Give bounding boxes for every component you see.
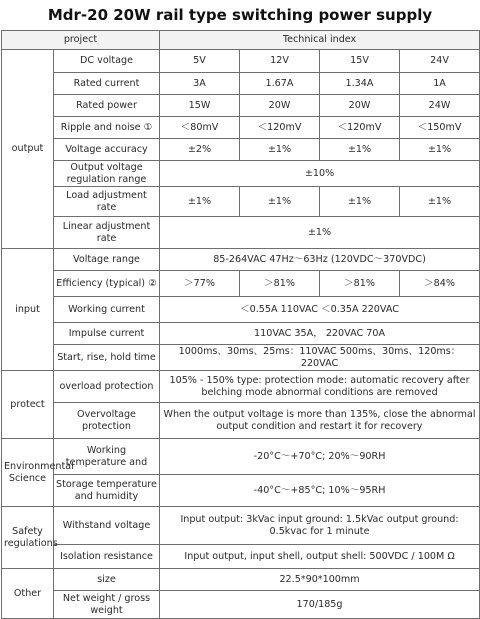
- cell-value: ＞81%: [320, 271, 400, 297]
- cell-value: ＞77%: [160, 271, 240, 297]
- cell-value: ＜120mV: [240, 117, 320, 139]
- row-label-efficiency: Efficiency (typical) ②: [54, 271, 160, 297]
- table-row: [2, 507, 480, 545]
- cell-value: ±10%: [160, 161, 480, 187]
- header-technical-index: Technical index: [160, 31, 480, 50]
- cell-value: 20W: [240, 95, 320, 117]
- table-row: [2, 73, 480, 95]
- cell-value: -20°C～+70°C; 20%～90RH: [160, 439, 480, 475]
- row-label-storage-temp: Storage temperature and humidity: [54, 475, 160, 507]
- cell-value: 1.67A: [240, 73, 320, 95]
- row-label-voltage-accuracy: Voltage accuracy: [54, 139, 160, 161]
- row-label-impulse-current: Impulse current: [54, 323, 160, 345]
- cell-value: Input output: 3kVac input ground: 1.5kVac output ground: 0.5kvac for 1 minute: [160, 507, 480, 545]
- cell-value: 22.5*90*100mm: [160, 569, 480, 591]
- row-label-overvoltage: Overvoltage protection: [54, 403, 160, 439]
- cell-value: ±1%: [320, 187, 400, 217]
- cell-value: 5V: [160, 50, 240, 73]
- row-label-regulation-range: Output voltage regulation range: [54, 161, 160, 187]
- cell-value: ＞84%: [400, 271, 480, 297]
- row-label-working-temp: Working temperature and: [54, 439, 160, 475]
- cell-value: 110VAC 35A， 220VAC 70A: [160, 323, 480, 345]
- row-label-rated-current: Rated current: [54, 73, 160, 95]
- cell-value: 1.34A: [320, 73, 400, 95]
- cell-value: 3A: [160, 73, 240, 95]
- cell-value: ±1%: [160, 217, 480, 249]
- cell-value: ±2%: [160, 139, 240, 161]
- table-row: [2, 439, 480, 475]
- spec-table: [1, 30, 480, 619]
- section-input: input: [2, 249, 54, 371]
- row-label-size: size: [54, 569, 160, 591]
- cell-value: ＜0.55A 110VAC ＜0.35A 220VAC: [160, 297, 480, 323]
- cell-value: ±1%: [320, 139, 400, 161]
- table-row: [2, 371, 480, 403]
- cell-value: ±1%: [160, 187, 240, 217]
- table-row: [2, 591, 480, 619]
- table-row: [2, 95, 480, 117]
- row-label-voltage-range: Voltage range: [54, 249, 160, 271]
- row-label-overload: overload protection: [54, 371, 160, 403]
- cell-value: ±1%: [240, 187, 320, 217]
- table-row: [2, 217, 480, 249]
- cell-value: 24W: [400, 95, 480, 117]
- cell-value: 170/185g: [160, 591, 480, 619]
- cell-value: ＞81%: [240, 271, 320, 297]
- cell-value: 105% - 150% type: protection mode: automatic recovery after belching mode abnormal conditions are removed: [160, 371, 480, 403]
- cell-value: ＜120mV: [320, 117, 400, 139]
- row-label-dc-voltage: DC voltage: [54, 50, 160, 73]
- table-row: [2, 139, 480, 161]
- cell-value: When the output voltage is more than 135%, close the abnormal output condition and restart it for recovery: [160, 403, 480, 439]
- table-row: [2, 249, 480, 271]
- cell-value: ±1%: [400, 139, 480, 161]
- header-row: [2, 31, 480, 50]
- table-row: [2, 545, 480, 569]
- section-safety: Safety regulations: [2, 507, 54, 569]
- cell-value: ＜80mV: [160, 117, 240, 139]
- table-row: [2, 475, 480, 507]
- row-label-load-adjustment: Load adjustment rate: [54, 187, 160, 217]
- table-row: [2, 187, 480, 217]
- section-environmental: Environmental Science: [2, 439, 54, 507]
- table-row: [2, 297, 480, 323]
- cell-value: 1A: [400, 73, 480, 95]
- cell-value: 12V: [240, 50, 320, 73]
- cell-value: 20W: [320, 95, 400, 117]
- row-label-rated-power: Rated power: [54, 95, 160, 117]
- table-row: [2, 323, 480, 345]
- table-row: [2, 345, 480, 371]
- cell-value: 1000ms、30ms、25ms：110VAC 500ms、30ms、120ms：220VAC: [160, 345, 480, 371]
- cell-value: ±1%: [400, 187, 480, 217]
- row-label-isolation: Isolation resistance: [54, 545, 160, 569]
- cell-value: 85-264VAC 47Hz～63Hz (120VDC～370VDC): [160, 249, 480, 271]
- cell-value: 15W: [160, 95, 240, 117]
- row-label-ripple-noise: Ripple and noise ①: [54, 117, 160, 139]
- section-protect: protect: [2, 371, 54, 439]
- table-row: [2, 271, 480, 297]
- cell-value: 24V: [400, 50, 480, 73]
- row-label-working-current: Working current: [54, 297, 160, 323]
- table-row: [2, 50, 480, 73]
- table-row: [2, 161, 480, 187]
- cell-value: Input output, input shell, output shell: 500VDC / 100M Ω: [160, 545, 480, 569]
- page-title: Mdr-20 20W rail type switching power supply: [47, 6, 433, 24]
- row-label-start-rise-hold: Start, rise, hold time: [54, 345, 160, 371]
- cell-value: 15V: [320, 50, 400, 73]
- cell-value: -40°C～+85°C; 10%～95RH: [160, 475, 480, 507]
- row-label-linear-adjustment: Linear adjustment rate: [54, 217, 160, 249]
- table-row: [2, 569, 480, 591]
- header-project: project: [2, 31, 160, 50]
- section-other: Other: [2, 569, 54, 619]
- row-label-withstand: Withstand voltage: [54, 507, 160, 545]
- cell-value: ＜150mV: [400, 117, 480, 139]
- row-label-weight: Net weight / gross weight: [54, 591, 160, 619]
- table-row: [2, 117, 480, 139]
- section-output: output: [2, 50, 54, 249]
- cell-value: ±1%: [240, 139, 320, 161]
- table-row: [2, 403, 480, 439]
